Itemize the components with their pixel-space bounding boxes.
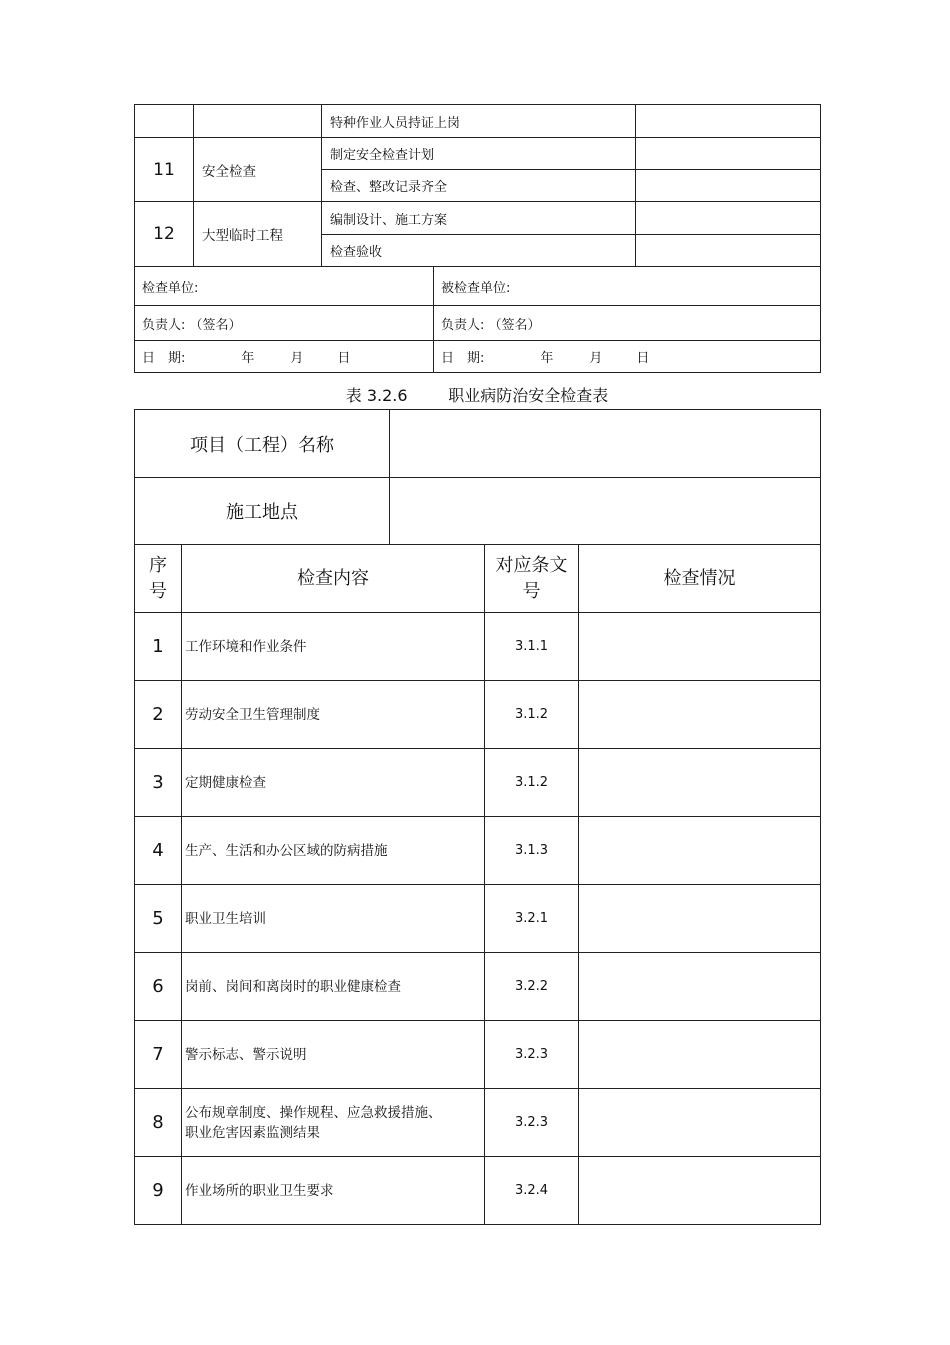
row-content: 岗前、岗间和离岗时的职业健康检查 xyxy=(182,953,485,1021)
row-seq: 6 xyxy=(135,953,182,1021)
row-clause: 3.1.2 xyxy=(485,681,579,749)
table-row xyxy=(135,817,821,885)
item-cell: 检查验收 xyxy=(322,235,636,267)
row-content: 工作环境和作业条件 xyxy=(182,613,485,681)
header-clause: 对应条文号 xyxy=(485,545,579,613)
result-cell xyxy=(636,235,821,267)
item-cell: 编制设计、施工方案 xyxy=(322,202,636,235)
row-seq: 8 xyxy=(135,1089,182,1157)
item-cell: 特种作业人员持证上岗 xyxy=(322,105,636,138)
row-content: 公布规章制度、操作规程、应急救援措施、职业危害因素监测结果 xyxy=(182,1089,485,1157)
table-row xyxy=(135,202,821,235)
sign-row xyxy=(135,306,821,341)
row-seq: 1 xyxy=(135,613,182,681)
inspecting-unit-label: 检查单位: xyxy=(135,267,434,306)
table-row xyxy=(135,138,821,170)
table-row xyxy=(135,953,821,1021)
row-clause: 3.1.3 xyxy=(485,817,579,885)
category-cell: 安全检查 xyxy=(194,138,322,202)
row-clause: 3.1.1 xyxy=(485,613,579,681)
category-cell xyxy=(194,105,322,138)
result-cell xyxy=(636,202,821,235)
row-status xyxy=(579,1089,821,1157)
header-status: 检查情况 xyxy=(579,545,821,613)
item-cell: 检查、整改记录齐全 xyxy=(322,170,636,202)
row-status xyxy=(579,1157,821,1225)
project-info-table xyxy=(134,409,821,545)
row-content: 作业场所的职业卫生要求 xyxy=(182,1157,485,1225)
inspected-unit-label: 被检查单位: xyxy=(434,267,821,306)
header-content: 检查内容 xyxy=(182,545,485,613)
day-label: 日 xyxy=(337,351,351,366)
row-content: 职业卫生培训 xyxy=(182,885,485,953)
table-row xyxy=(135,613,821,681)
project-name-label: 项目（工程）名称 xyxy=(135,410,390,478)
date-left xyxy=(135,341,434,373)
year-label: 年 xyxy=(540,351,554,366)
category-cell: 大型临时工程 xyxy=(194,202,322,267)
date-row xyxy=(135,341,821,373)
row-status xyxy=(579,817,821,885)
row-clause: 3.2.3 xyxy=(485,1089,579,1157)
row-status xyxy=(579,885,821,953)
row-seq: 3 xyxy=(135,749,182,817)
table-row xyxy=(135,749,821,817)
day-label: 日 xyxy=(636,351,650,366)
row-seq: 5 xyxy=(135,885,182,953)
site-label: 施工地点 xyxy=(135,478,390,545)
result-cell xyxy=(636,105,821,138)
date-label: 日 期: xyxy=(142,351,186,366)
table-row xyxy=(135,1089,821,1157)
row-clause: 3.2.2 xyxy=(485,953,579,1021)
header-row xyxy=(135,545,821,613)
info-row xyxy=(135,410,821,478)
row-status xyxy=(579,1021,821,1089)
row-content: 劳动安全卫生管理制度 xyxy=(182,681,485,749)
row-content: 警示标志、警示说明 xyxy=(182,1021,485,1089)
sign-row xyxy=(135,267,821,306)
row-content: 生产、生活和办公区域的防病措施 xyxy=(182,817,485,885)
site-value xyxy=(390,478,821,545)
table-row xyxy=(135,681,821,749)
row-seq: 2 xyxy=(135,681,182,749)
table-row xyxy=(135,105,821,138)
row-clause: 3.2.1 xyxy=(485,885,579,953)
occupational-disease-check-table xyxy=(134,544,821,1225)
row-clause: 3.2.4 xyxy=(485,1157,579,1225)
row-seq: 7 xyxy=(135,1021,182,1089)
month-label: 月 xyxy=(290,351,304,366)
result-cell xyxy=(636,170,821,202)
project-name-value xyxy=(390,410,821,478)
info-row xyxy=(135,478,821,545)
row-status xyxy=(579,749,821,817)
row-status xyxy=(579,613,821,681)
row-status xyxy=(579,681,821,749)
table-row xyxy=(135,1021,821,1089)
row-number: 12 xyxy=(135,202,194,267)
row-number: 11 xyxy=(135,138,194,202)
row-seq: 9 xyxy=(135,1157,182,1225)
row-number xyxy=(135,105,194,138)
responsible-signature-right: 负责人: （签名） xyxy=(434,306,821,341)
month-label: 月 xyxy=(589,351,603,366)
row-clause: 3.2.3 xyxy=(485,1021,579,1089)
row-clause: 3.1.2 xyxy=(485,749,579,817)
result-cell xyxy=(636,138,821,170)
row-seq: 4 xyxy=(135,817,182,885)
row-content: 定期健康检查 xyxy=(182,749,485,817)
table-caption: 表 3.2.6 职业病防治安全检查表 xyxy=(345,386,609,405)
date-label: 日 期: xyxy=(441,351,485,366)
table-row xyxy=(135,885,821,953)
year-label: 年 xyxy=(241,351,255,366)
date-right xyxy=(434,341,821,373)
row-status xyxy=(579,953,821,1021)
safety-check-table-continuation xyxy=(134,104,821,373)
item-cell: 制定安全检查计划 xyxy=(322,138,636,170)
table-row xyxy=(135,1157,821,1225)
responsible-signature-left: 负责人: （签名） xyxy=(135,306,434,341)
header-seq: 序号 xyxy=(135,545,182,613)
